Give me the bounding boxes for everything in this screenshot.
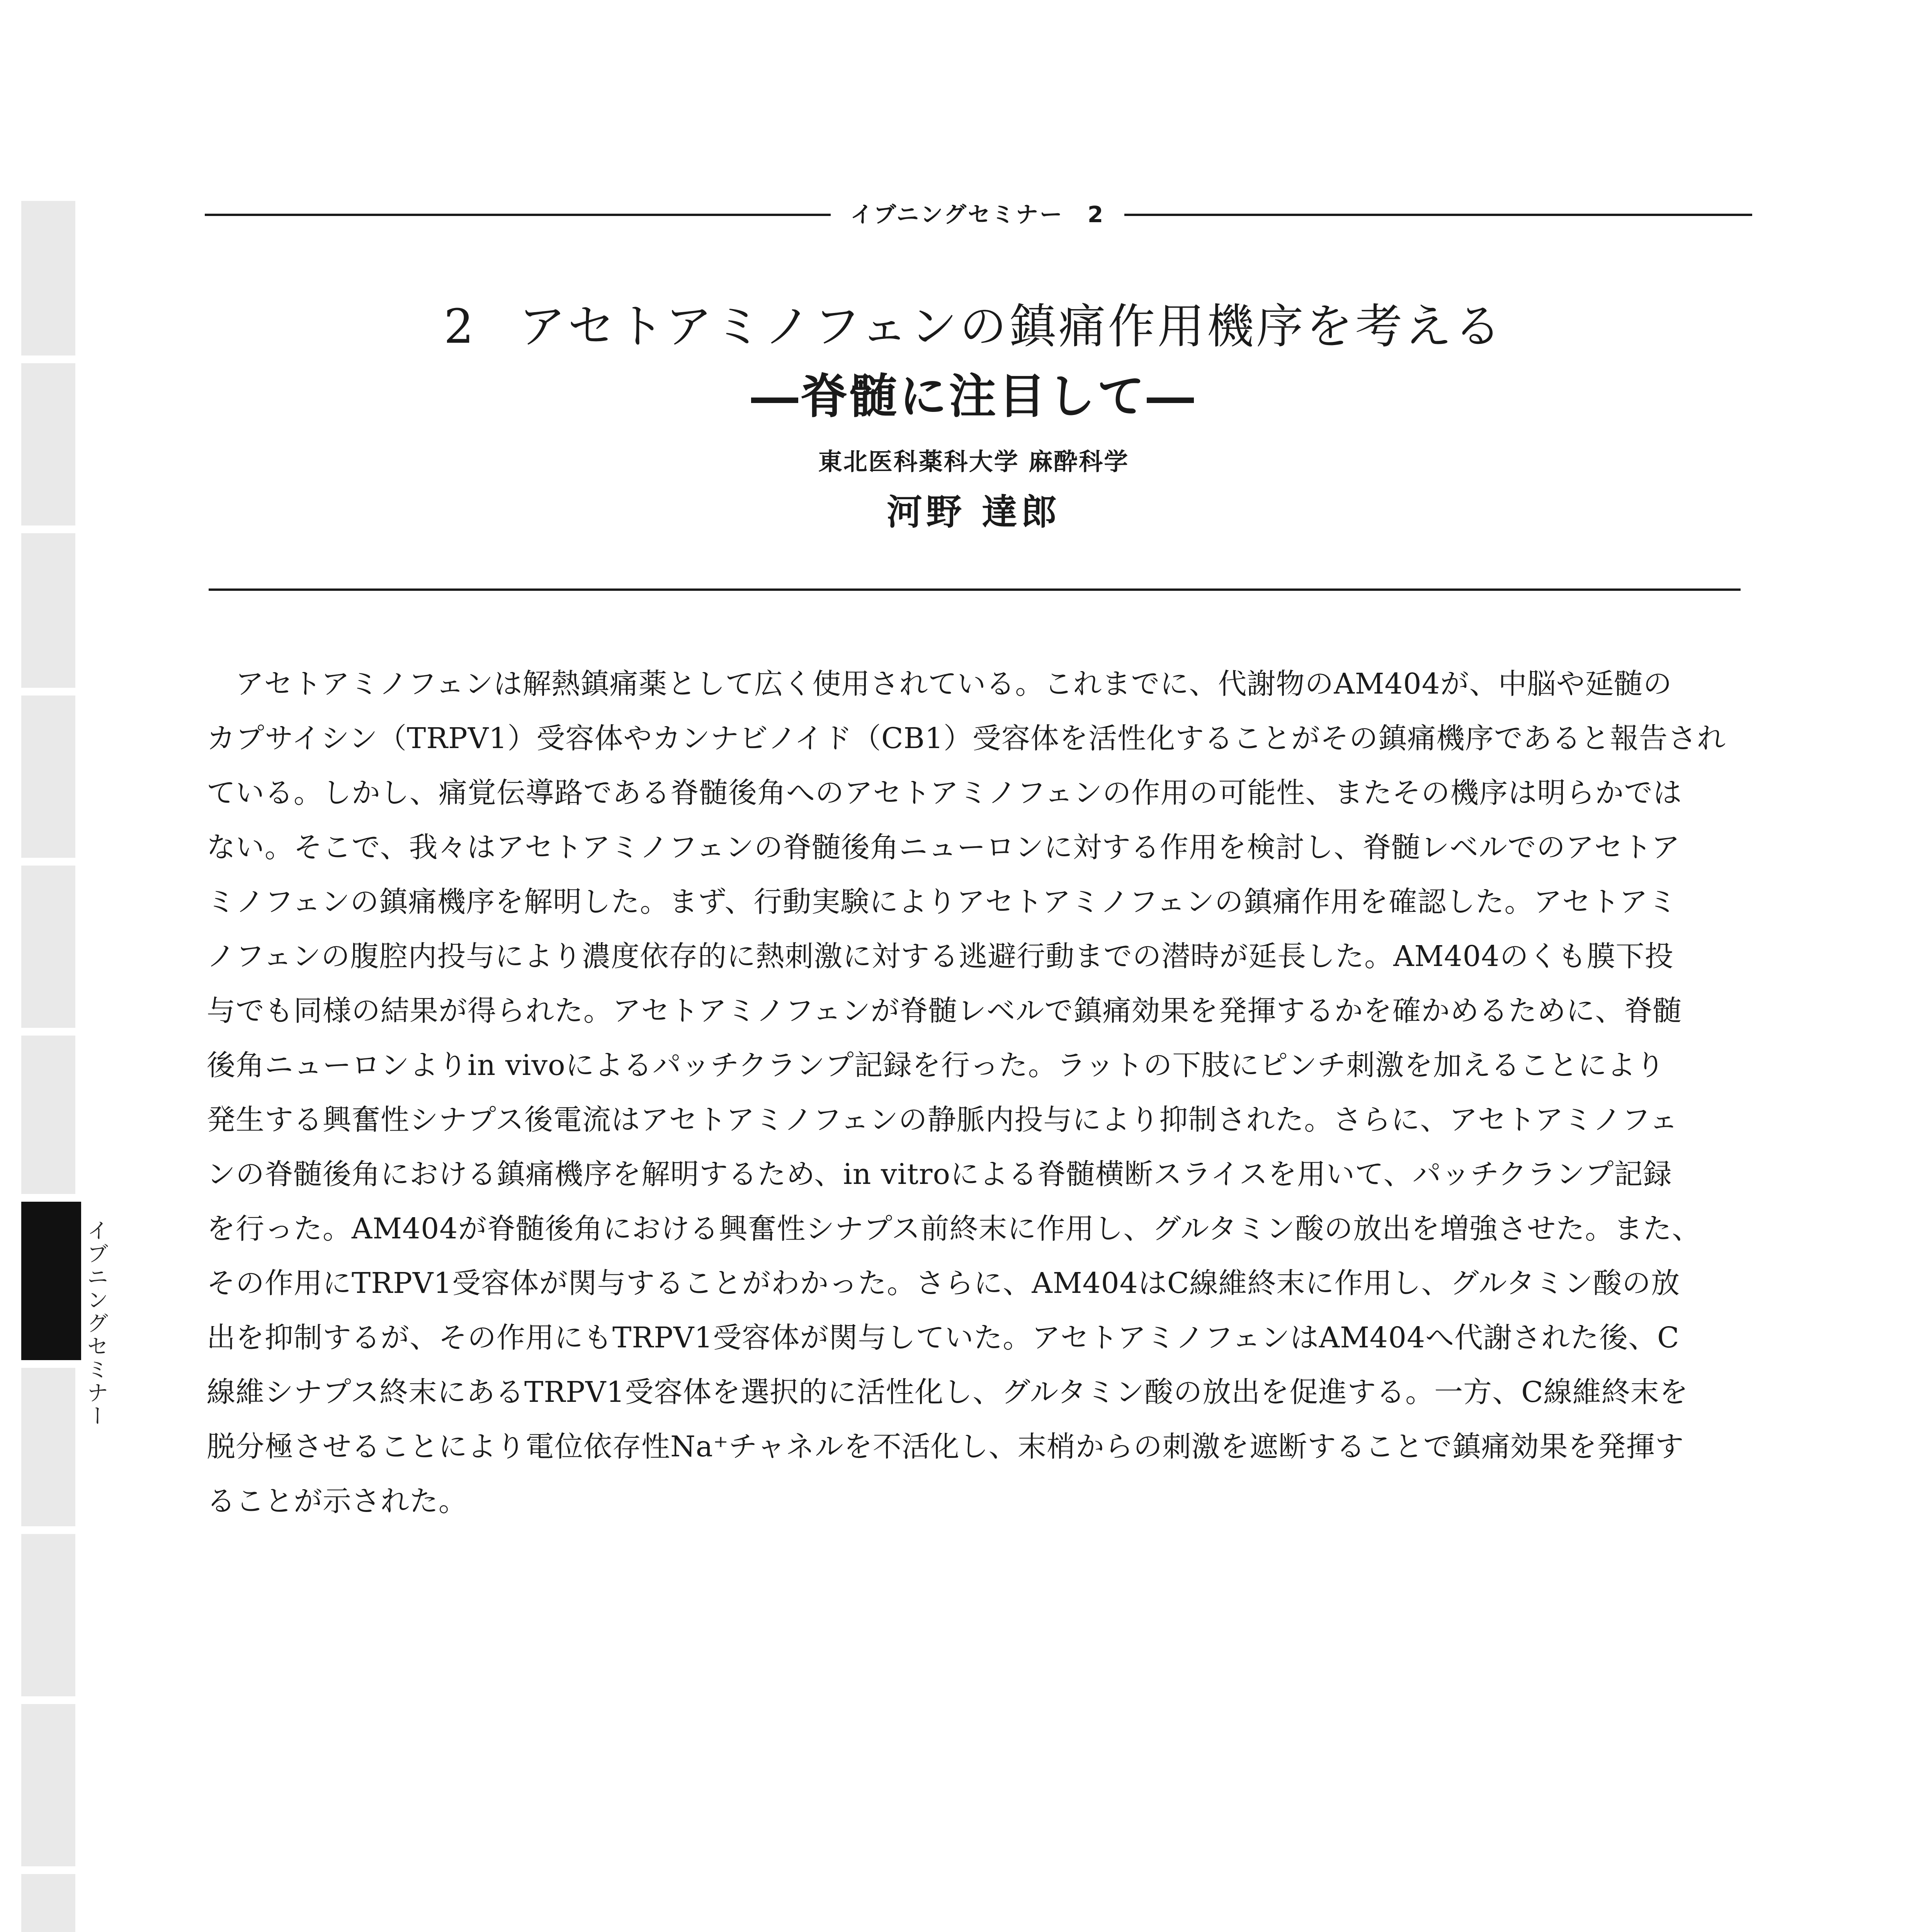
article-title-text: アセトアミノフェンの鎮痛作用機序を考える [519,299,1504,354]
article-title [209,294,1739,359]
abstract-line: 線維シナプス終末にあるTRPV1受容体を選択的に活性化し、グルタミン酸の放出を促進する。一方、C線維終末を [207,1376,1688,1409]
abstract-line: アセトアミノフェンは解熱鎮痛薬として広く使用されている。これまでに、代謝物のAM404が、中脳や延髄の [235,667,1672,701]
article-subtitle: ―脊髄に注目して― [751,368,1196,424]
abstract-line: 後角ニューロンよりin vivoによるパッチクランプ記録を行った。ラットの下肢にピンチ刺激を加えることにより [207,1049,1665,1082]
side-index-active-label: イブニングセミナー [83,1219,109,1428]
abstract-line: 発生する興奮性シナプス後電流はアセトアミノフェンの静脈内投与により抑制された。さらに、アセトアミノフェ [207,1103,1678,1136]
abstract-line: ノフェンの腹腔内投与により濃度依存的に熱刺激に対する逃避行動までの潜時が延長した。AM404のくも膜下投 [207,940,1674,973]
author-affiliation: 東北医科薬科大学 麻酔科学 [818,447,1129,476]
section-header-label: イブニングセミナー 2 [850,201,1105,228]
abstract-line: 与でも同様の結果が得られた。アセトアミノフェンが脊髄レベルで鎮痛効果を発揮するかを確かめるために、脊髄 [207,994,1682,1027]
abstract-line: ることが示された。 [207,1485,468,1518]
title-divider [209,588,1741,591]
side-index-tab-10 [21,1874,75,1932]
author-name: 河野 達郎 [886,491,1061,533]
abstract-line: 脱分極させることにより電位依存性Na⁺チャネルを不活化し、末梢からの刺激を遮断することで鎮痛効果を発揮す [207,1430,1684,1463]
abstract-line: ミノフェンの鎮痛機序を解明した。まず、行動実験によりアセトアミノフェンの鎮痛作用を確認した。アセトアミ [207,885,1677,918]
side-index-tab-9 [21,1704,75,1866]
abstract-body [207,657,1744,1529]
abstract-line: その作用にTRPV1受容体が関与することがわかった。さらに、AM404はC線維終末に作用し、グルタミン酸の放 [207,1267,1680,1300]
abstract-line: ンの脊髄後角における鎮痛機序を解明するため、in vitroによる脊髄横断スライスを用いて、パッチクランプ記録 [207,1158,1672,1191]
side-index-tab-5 [21,866,75,1028]
header-rule-right [1124,214,1752,216]
side-index-tab-1 [21,201,75,355]
side-index-tab-2 [21,363,75,526]
abstract-line: カプサイシン（TRPV1）受容体やカンナビノイド（CB1）受容体を活性化することがその鎮痛機序であると報告され [207,722,1726,755]
side-index-tab-4 [21,696,75,858]
header-rule-left [205,214,831,216]
article-number: 2 [444,299,476,354]
side-index-active-tab [21,1202,81,1360]
abstract-line: 出を抑制するが、その作用にもTRPV1受容体が関与していた。アセトアミノフェンはAM404へ代謝された後、C [207,1321,1680,1354]
abstract-line: を行った。AM404が脊髄後角における興奮性シナプス前終末に作用し、グルタミン酸の放出を増強させた。また、 [207,1212,1701,1245]
side-index-tab-3 [21,533,75,688]
abstract-line: ている。しかし、痛覚伝導路である脊髄後角へのアセトアミノフェンの作用の可能性、またその機序は明らかでは [207,776,1682,810]
side-index-tab-7 [21,1368,75,1526]
abstract-line: ない。そこで、我々はアセトアミノフェンの脊髄後角ニューロンに対する作用を検討し、脊髄レベルでのアセトア [207,831,1680,864]
side-index-tab-8 [21,1534,75,1696]
side-index-tab-6 [21,1036,75,1194]
